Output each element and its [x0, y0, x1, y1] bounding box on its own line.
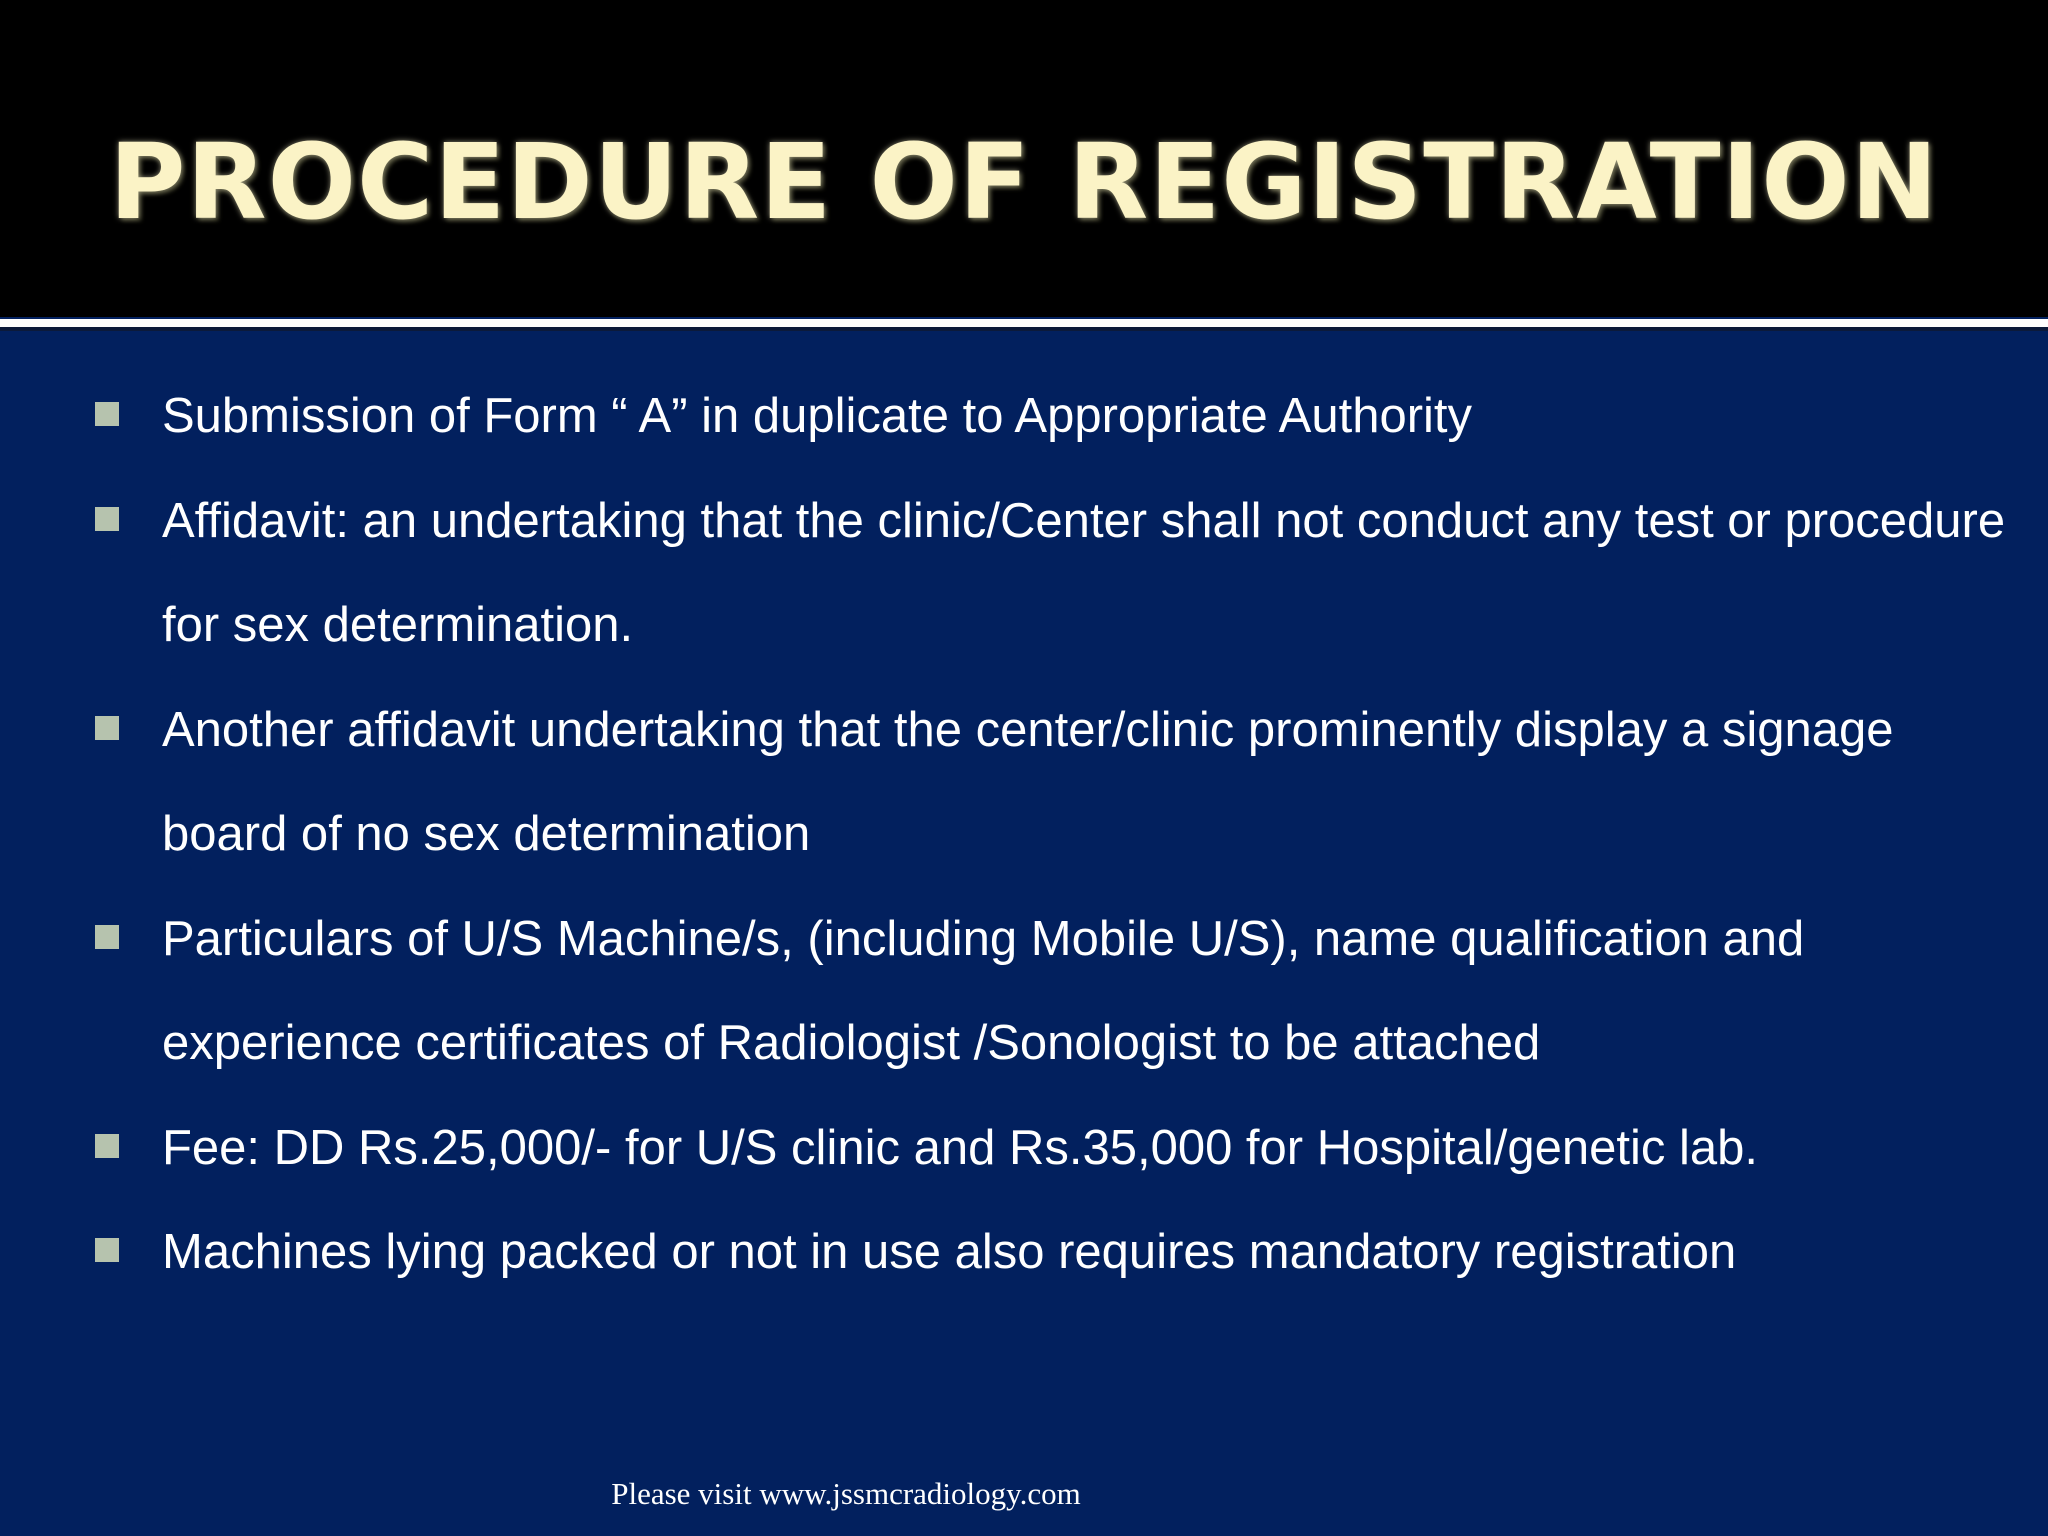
- bullet-text: Affidavit: an undertaking that the clinic/Center shall not conduct any test or procedure for sex determination.: [162, 493, 2006, 652]
- bullet-item: [0, 1200, 2048, 1305]
- bullet-text: Particulars of U/S Machine/s, (including Mobile U/S), name qualification and experience certificates of Radiologist /Sonologist to be attached: [162, 911, 1805, 1070]
- title-divider-shadow: [0, 327, 2048, 331]
- square-bullet-icon: [95, 1134, 119, 1158]
- bullet-list: [0, 364, 2048, 1305]
- slide-title: PROCEDURE OF REGISTRATION: [109, 121, 1939, 243]
- square-bullet-icon: [95, 925, 119, 949]
- bullet-item: [0, 469, 2048, 678]
- bullet-text: Fee: DD Rs.25,000/- for U/S clinic and Rs.35,000 for Hospital/genetic lab.: [162, 1120, 1758, 1175]
- bullet-item: [0, 364, 2048, 469]
- title-bar: [0, 0, 2048, 317]
- footer-website-text: Please visit www.jssmcradiology.com: [611, 1476, 1081, 1511]
- bullet-text: Machines lying packed or not in use also requires mandatory registration: [162, 1225, 1737, 1279]
- square-bullet-icon: [95, 716, 119, 740]
- square-bullet-icon: [95, 1238, 119, 1262]
- title-divider: [0, 319, 2048, 327]
- square-bullet-icon: [95, 402, 119, 426]
- square-bullet-icon: [95, 507, 119, 531]
- bullet-item: [0, 678, 2048, 887]
- bullet-text: Another affidavit undertaking that the center/clinic prominently display a signage board of no sex determination: [162, 702, 1894, 861]
- bullet-text: Submission of Form “ A” in duplicate to Appropriate Authority: [162, 389, 1473, 443]
- bullet-item: [0, 887, 2048, 1096]
- bullet-item: [0, 1096, 2048, 1201]
